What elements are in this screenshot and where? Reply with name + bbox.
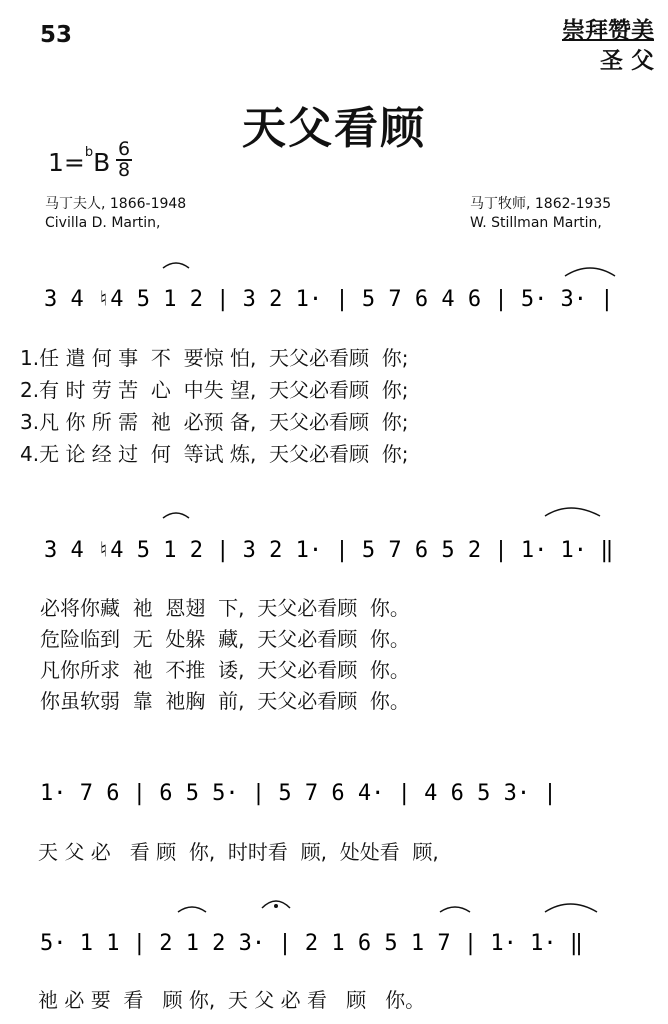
slur-5	[178, 907, 206, 912]
score-line-1: 3 4 ♮4 5 1 2 | 3 2 1· | 5 7 6 4 6 | 5· 3· |	[44, 287, 614, 312]
slur-6	[440, 907, 470, 912]
fermata-dot	[274, 904, 278, 908]
verse2-line-1: 必将你藏 祂 恩翅 下, 天父必看顾 你。	[40, 596, 410, 620]
slur-4	[545, 508, 600, 516]
flat-sign: b	[84, 144, 94, 160]
time-bottom: 8	[117, 159, 131, 181]
composer-cn: 马丁牧师, 1862-1935	[470, 196, 612, 212]
verse1-line-2: 2.有 时 劳 苦 心 中失 望, 天父必看顾 你;	[20, 378, 409, 402]
lyricist-cn: 马丁夫人, 1866-1948	[45, 196, 187, 212]
key-prefix: 1=	[48, 148, 85, 177]
time-top: 6	[117, 138, 131, 160]
composer-en: W. Stillman Martin,	[470, 215, 602, 231]
score-line-2: 3 4 ♮4 5 1 2 | 3 2 1· | 5 7 6 5 2 | 1· 1· ‖	[44, 538, 614, 563]
book-title-line-2: 圣 父	[599, 48, 654, 74]
page-number: 53	[40, 22, 73, 48]
book-title-line-1: 崇拜赞美	[562, 18, 654, 44]
verse2-line-2: 危险临到 无 处躲 藏, 天父必看顾 你。	[40, 627, 410, 651]
verse1-line-4: 4.无 论 经 过 何 等试 炼, 天父必看顾 你;	[20, 442, 409, 466]
song-title: 天父看顾	[242, 103, 426, 154]
chorus-line-2: 祂 必 要 看 顾 你, 天 父 必 看 顾 你。	[38, 988, 426, 1012]
verse2-line-4: 你虽软弱 靠 祂胸 前, 天父必看顾 你。	[40, 689, 410, 713]
lyricist-en: Civilla D. Martin,	[45, 215, 161, 231]
slur-1	[163, 263, 189, 268]
chorus-line-1: 天 父 必 看 顾 你, 时时看 顾, 处处看 顾,	[38, 840, 439, 864]
verse1-line-1: 1.任 遣 何 事 不 要惊 怕, 天父必看顾 你;	[20, 346, 409, 370]
slur-7	[545, 904, 597, 912]
slur-3	[163, 513, 189, 518]
verse2-line-3: 凡你所求 祂 不推 诿, 天父必看顾 你。	[40, 658, 410, 682]
verse1-line-3: 3.凡 你 所 需 祂 必预 备, 天父必看顾 你;	[20, 410, 409, 434]
key-note: B	[93, 148, 111, 177]
slur-2	[565, 268, 615, 276]
score-line-3: 1· 7 6 | 6 5 5· | 5 7 6 4· | 4 6 5 3· |	[40, 781, 557, 806]
score-line-4: 5· 1 1 | 2 1 2 3· | 2 1 6 5 1 7 | 1· 1· ‖	[40, 931, 584, 956]
